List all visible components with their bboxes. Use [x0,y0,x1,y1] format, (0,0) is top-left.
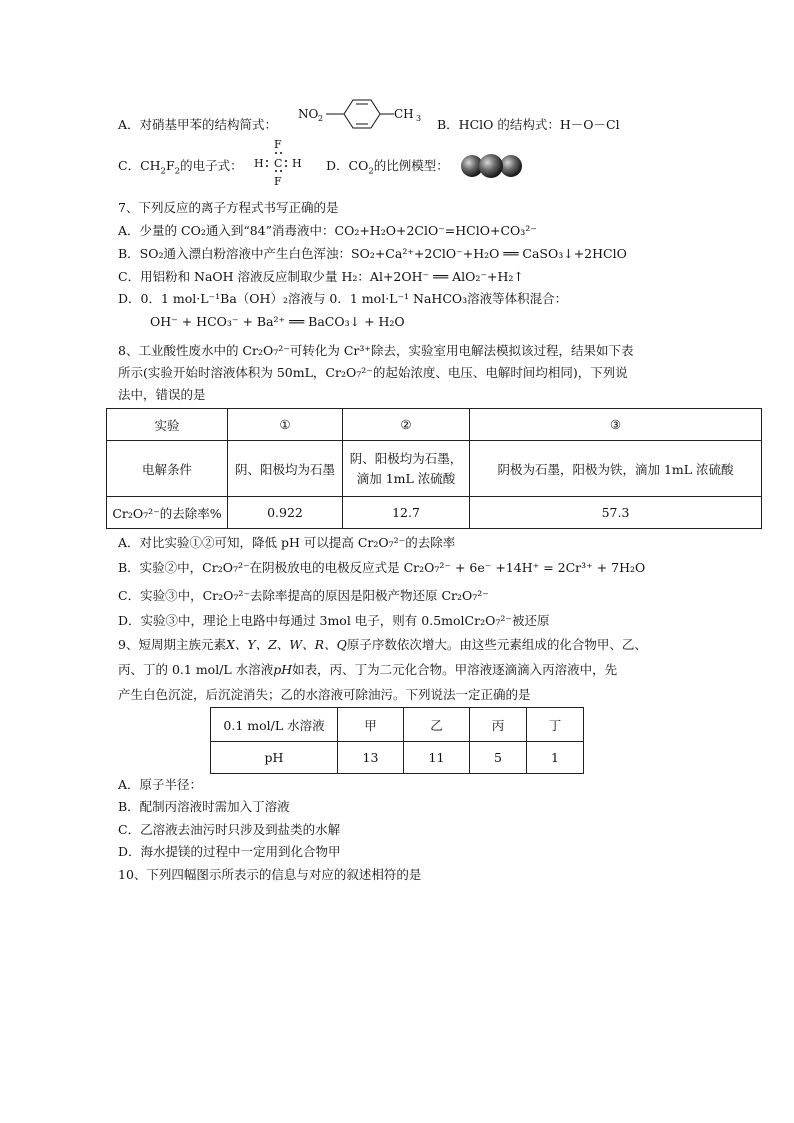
svg-text:3: 3 [416,114,422,123]
q9-row-label: pH [211,742,338,774]
q8-table-row [107,441,762,497]
q9-col-header: 丁 [526,708,583,742]
q9-col-header: 甲 [338,708,404,742]
q8-line-3: 法中，错误的是 [118,387,206,402]
q9-option-d: D．海水提镁的过程中一定用到化合物甲 [118,844,341,859]
q7-option-a: A．少量的 CO₂通入到“84”消毒液中：CO₂+H₂O+2ClO⁻=HClO+CO₃²⁻ [118,223,537,238]
q7-option-d: D．0．1 mol·L⁻¹Ba（OH）₂溶液与 0．1 mol·L⁻¹ NaHCO₃溶液等体积混合： [118,291,568,306]
q9-option-a: A．原子半径： [118,777,203,792]
q8-option-a: A．对比实验①②可知，降低 pH 可以提高 Cr₂O₇²⁻的去除率 [118,535,456,550]
q8-option-b: B．实验②中，Cr₂O₇²⁻在阴极放电的电极反应式是 Cr₂O₇²⁻ + 6e⁻ +14H⁺ = 2Cr³⁺ + 7H₂O [118,560,646,575]
q9-cell: 1 [526,742,583,774]
q8-line-1: 8、工业酸性废水中的 Cr₂O₇²⁻可转化为 Cr³⁺除去，实验室用电解法模拟该过程，结果如下表 [118,343,634,358]
q8-option-c: C．实验③中，Cr₂O₇²⁻去除率提高的原因是阳极产物还原 Cr₂O₇²⁻ [118,588,489,603]
nitrotoluene-structure [296,94,428,134]
q9-col-header: 0.1 mol/L 水溶液 [211,708,338,742]
q9-col-header: 丙 [469,708,526,742]
q9-table-header-row [211,708,584,742]
q7-option-b: B．SO₂通入漂白粉溶液中产生白色浑浊：SO₂+Ca²⁺+2ClO⁻+H₂O ══ CaSO₃↓+2HClO [118,246,627,261]
ch3-label: CH [394,107,414,121]
q9-line-1: 9、短周期主族元素X、Y、Z、W、R、Q原子序数依次增大。由这些元素组成的化合物甲、乙、 [118,637,647,652]
q8-col-header: ② [343,409,470,441]
q8-col-header: ③ [470,409,762,441]
no2-label: NO [298,107,319,121]
q8-table-row [107,497,762,529]
q10-title: 10、下列四幅图示所表示的信息与对应的叙述相符的是 [118,867,422,882]
q8-table-header-row [107,409,762,441]
q6-option-a: A．对硝基甲苯的结构简式： [118,117,278,132]
q8-cell: 阴、阳极均为石墨 [228,441,343,497]
q8-col-header: ① [228,409,343,441]
q9-cell: 13 [338,742,404,774]
q9-cell: 11 [403,742,469,774]
svg-text:2: 2 [318,114,324,123]
q7-option-d-equation: OH⁻ + HCO₃⁻ + Ba²⁺ ══ BaCO₃↓ + H₂O [150,314,405,329]
q6-option-d: D．$CO_2$的比例模型： [326,158,449,177]
q8-row-label: 电解条件 [107,441,228,497]
q7-title: 7、下列反应的离子方程式书写正确的是 [118,200,339,215]
q8-line-2: 所示(实验开始时溶液体积为 50mL，Cr₂O₇²⁻的起始浓度、电压、电解时间均相同)，下列说 [118,365,628,380]
q8-col-header: 实验 [107,409,228,441]
electron-formula: F H C H F [254,138,302,188]
q8-cell: 12.7 [343,497,470,529]
q8-cell: 阴、阳极均为石墨， 滴加 1mL 浓硫酸 [343,441,470,497]
q6-option-c: C．$CH_2F_2$的电子式： [118,158,243,177]
q6-option-b: B．HClO 的结构式：H－O－Cl [437,117,620,132]
co2-model-image [460,152,524,180]
q9-col-header: 乙 [403,708,469,742]
q8-table [106,408,762,529]
q8-row-label: Cr₂O₇²⁻的去除率% [107,497,228,529]
q9-line-2: 丙、丁的 0.1 mol/L 水溶液pH如表，丙、丁为二元化合物。甲溶液逐滴滴入丙溶液中，先 [118,662,618,677]
q9-table-row [211,742,584,774]
q8-cell: 0.922 [228,497,343,529]
q9-table [210,707,584,774]
q9-option-b: B．配制丙溶液时需加入丁溶液 [118,799,290,814]
q9-option-c: C．乙溶液去油污时只涉及到盐类的水解 [118,822,341,837]
q9-cell: 5 [469,742,526,774]
q8-cell: 阴极为石墨，阳极为铁，滴加 1mL 浓硫酸 [470,441,762,497]
q7-option-c: C．用铝粉和 NaOH 溶液反应制取少量 H₂：Al+2OH⁻ ══ AlO₂⁻+H₂↑ [118,269,524,284]
q8-cell: 57.3 [470,497,762,529]
q8-option-d: D．实验③中，理论上电路中每通过 3mol 电子，则有 0.5molCr₂O₇²⁻被还原 [118,613,550,628]
q9-line-3: 产生白色沉淀，后沉淀消失；乙的水溶液可除油污。下列说法一定正确的是 [118,687,531,702]
